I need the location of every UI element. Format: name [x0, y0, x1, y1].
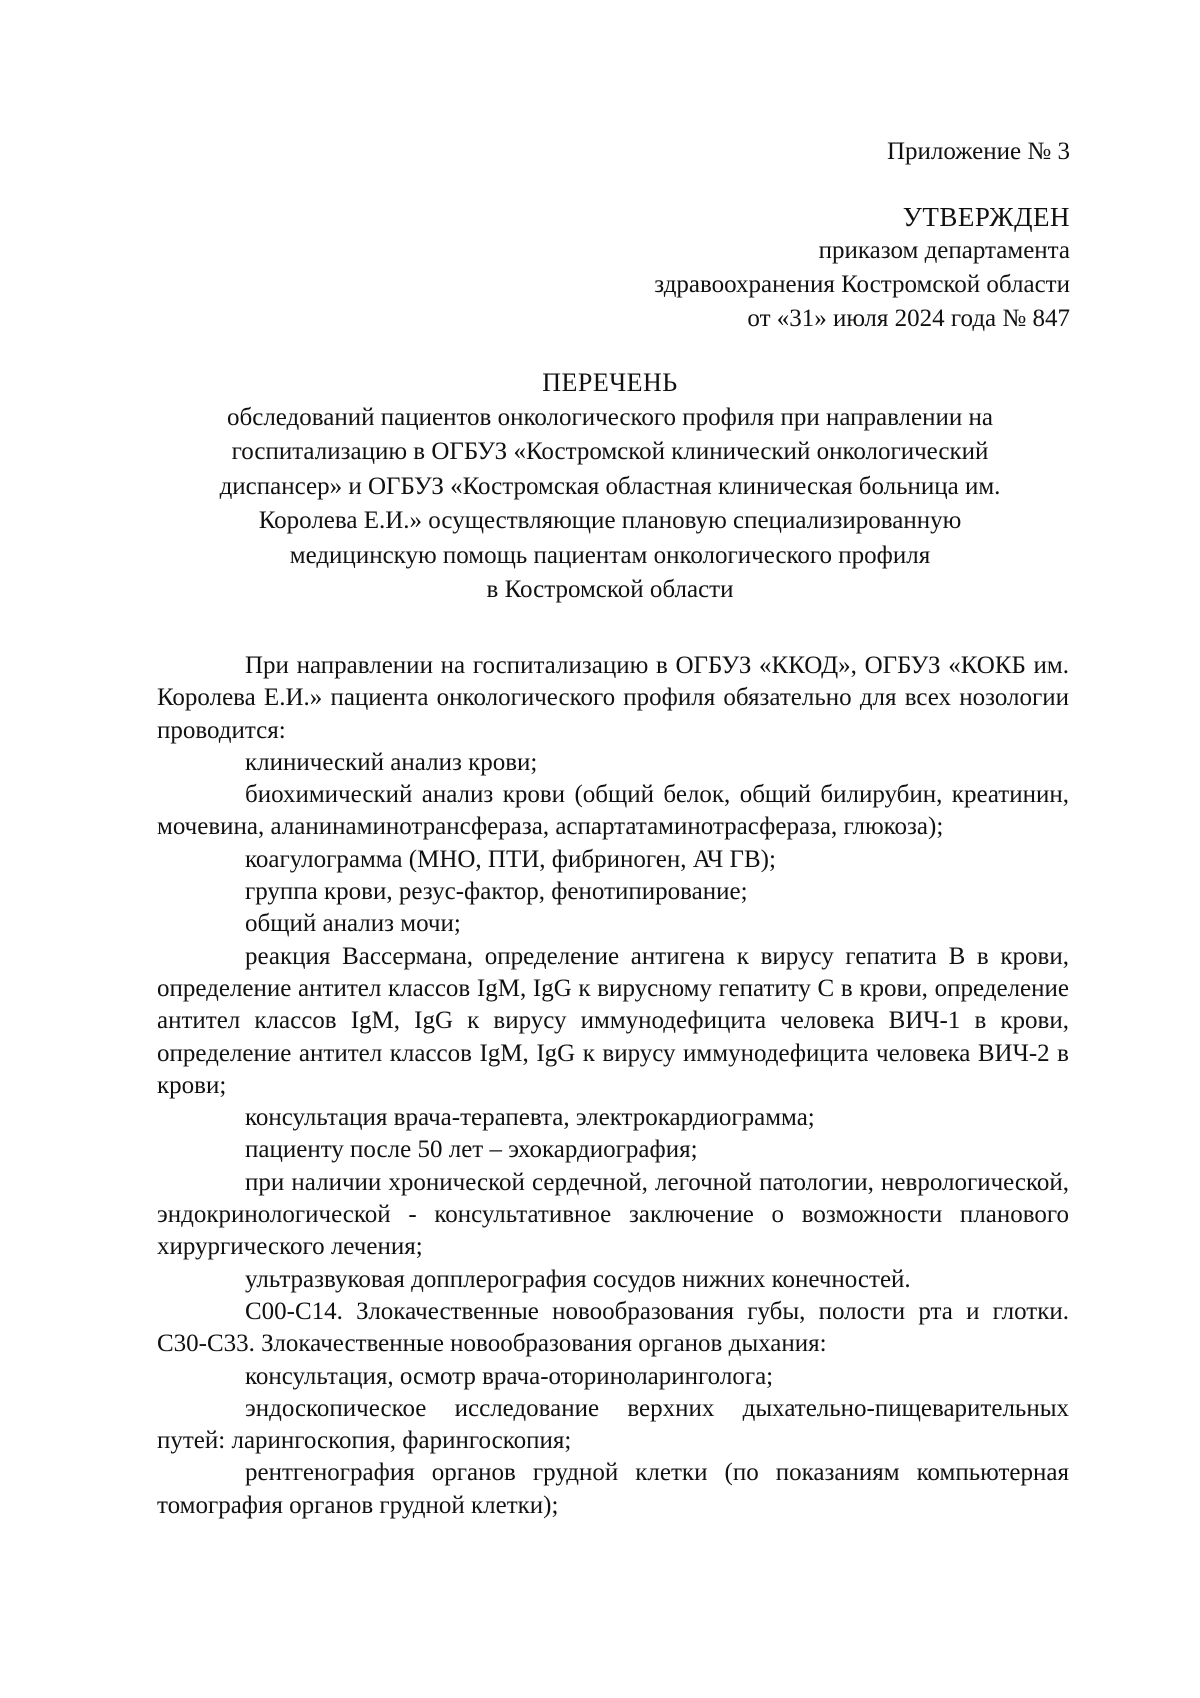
order-line: приказом департамента [818, 237, 1070, 264]
body-paragraph: ультразвуковая допплерография сосудов нижних конечностей. [245, 1265, 911, 1293]
appendix-label: Приложение № 3 [886, 138, 1070, 165]
body-paragraph: рентгенография органов грудной клетки (по показаниям компьютерная томография органов грудной клетки); [157, 1459, 1069, 1519]
document-body [157, 650, 1069, 1522]
body-paragraph: группа крови, резус-фактор, фенотипирование; [245, 878, 748, 906]
title-heading: ПЕРЕЧЕНЬ [542, 368, 678, 397]
title-line: медицинскую помощь пациентам онкологического профиля [289, 541, 931, 569]
approved-heading: УТВЕРЖДЕН [902, 202, 1070, 232]
body-paragraph: консультация врача-терапевта, электрокардиограмма; [245, 1104, 815, 1132]
body-paragraph: консультация, осмотр врача-оториноларинголога; [245, 1362, 774, 1390]
body-paragraph: общий анализ мочи; [245, 910, 461, 938]
body-paragraph: биохимический анализ крови (общий белок, общий билирубин, креатинин, мочевина, аланинаминотрансфераза, аспартатаминотрасфераза, глюкоза); [157, 781, 1069, 841]
body-paragraph: При направлении на госпитализацию в ОГБУЗ «ККОД», ОГБУЗ «КОКБ им. Королева Е.И.» пациента онкологического профиля обязательно для всех нозологии проводится: [157, 652, 1069, 744]
body-paragraph: эндоскопическое исследование верхних дыхательно-пищеварительных путей: ларингоскопия, фарингоскопия; [157, 1394, 1069, 1455]
body-paragraph: реакция Вассермана, определение антигена к вирусу гепатита В в крови, определение антител классов IgM, IgG к вирусному гепатиту С в крови, определение антител классов IgM, IgG к вирусу иммунодефицита человека ВИЧ-1 в крови, определение антител классов IgM, IgG к вирусу иммунодефицита человека ВИЧ-2 в крови; [157, 942, 1069, 1099]
title-line: в Костромской области [486, 576, 734, 603]
body-paragraph: клинический анализ крови; [245, 748, 538, 776]
body-paragraph: коагулограмма (МНО, ПТИ, фибриноген, АЧ ГВ); [245, 845, 776, 873]
approval-block [654, 200, 1070, 336]
title-line: диспансер» и ОГБУЗ «Костромская областная клиническая больница им. [219, 472, 1001, 500]
title-line: обследований пациентов онкологического профиля при направлении на [227, 403, 993, 431]
body-paragraph: пациенту после 50 лет – эхокардиография; [245, 1136, 698, 1164]
body-paragraph: при наличии хронической сердечной, легочной патологии, неврологической, эндокринологической - консультативное заключение о возможности планового хирургического лечения; [157, 1168, 1069, 1261]
order-line: здравоохранения Костромской области [654, 271, 1070, 298]
order-line: от «31» июля 2024 года № 847 [747, 305, 1070, 332]
appendix-number [887, 135, 1070, 168]
title-line: Королева Е.И.» осуществляющие плановую специализированную [258, 507, 962, 534]
document-title [150, 366, 1070, 608]
title-line: госпитализацию в ОГБУЗ «Костромской клинический онкологический [231, 438, 989, 465]
body-paragraph: С00-С14. Злокачественные новообразования губы, полости рта и глотки. С30-С33. Злокачественные новообразования органов дыхания: [157, 1297, 1069, 1358]
